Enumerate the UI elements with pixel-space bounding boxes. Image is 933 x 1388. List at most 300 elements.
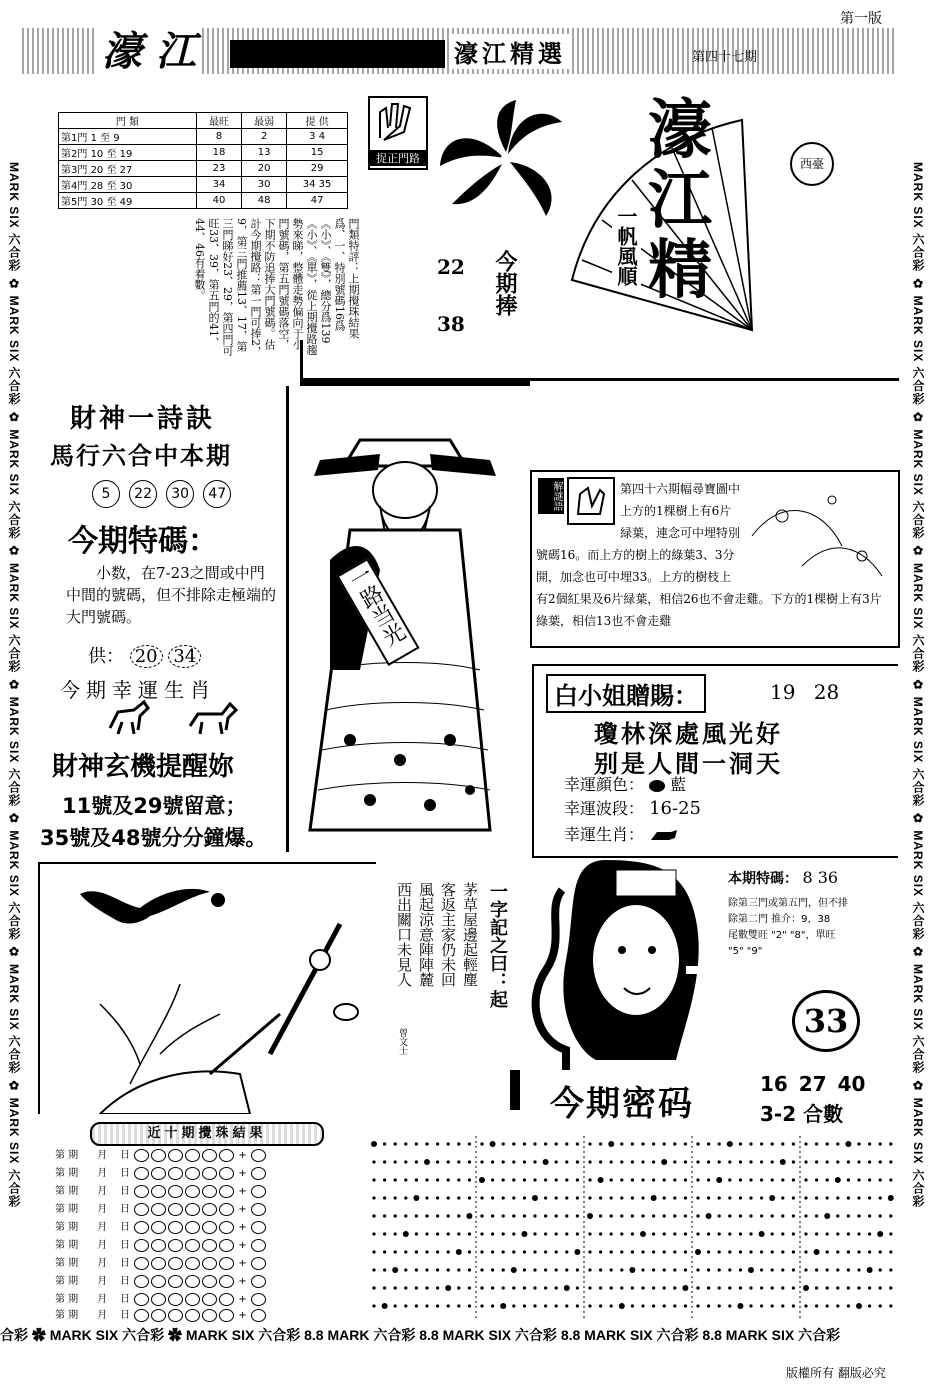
hand-icon — [370, 98, 422, 146]
grid-dot — [857, 1250, 860, 1253]
grid-dot — [415, 1214, 418, 1217]
grid-dot — [641, 1286, 644, 1289]
miss-bai-poem-1: 瓊林深處風光好 — [594, 720, 783, 748]
grid-dot — [792, 1142, 795, 1145]
grid-dot — [877, 1231, 883, 1237]
grid-dot — [641, 1214, 644, 1217]
grid-dot — [404, 1304, 407, 1307]
ball-ring — [134, 1221, 149, 1234]
grid-dot — [684, 1142, 687, 1145]
grid-dot — [588, 1196, 591, 1199]
grid-dot — [599, 1214, 602, 1217]
grid-dot — [436, 1142, 439, 1145]
results-row: 第 期 月 日 + — [55, 1306, 360, 1323]
this-period-label: 今期捧 — [492, 250, 518, 316]
ball-ring — [202, 1221, 217, 1234]
grid-dot — [394, 1178, 397, 1181]
door-min: 2 — [242, 129, 287, 145]
grid-dot — [512, 1232, 515, 1235]
results-row: 第 期 月 日 + — [55, 1254, 360, 1271]
grid-dot — [383, 1232, 386, 1235]
grid-dot — [555, 1160, 558, 1163]
ball-ring — [134, 1257, 149, 1270]
grid-dot — [564, 1285, 570, 1291]
grid-dot — [491, 1250, 494, 1253]
grid-dot — [718, 1142, 721, 1145]
grid-dot — [781, 1250, 784, 1253]
grid-dot — [372, 1232, 375, 1235]
grid-dot — [728, 1214, 731, 1217]
door-max: 8 — [196, 129, 241, 145]
grid-dot — [815, 1304, 818, 1307]
grid-dot — [718, 1232, 721, 1235]
grid-dot — [673, 1214, 676, 1217]
grid-dot — [480, 1214, 483, 1217]
grid-dot — [857, 1160, 860, 1163]
door-range: 28 至 30 — [90, 181, 133, 192]
masthead-banner: 濠江精選 — [450, 34, 570, 69]
door-min: 20 — [242, 161, 287, 177]
grid-dot — [889, 1304, 892, 1307]
grid-dot — [490, 1141, 496, 1147]
grid-dot — [804, 1214, 807, 1217]
grid-dot — [502, 1268, 505, 1271]
door-cell — [59, 161, 197, 177]
grid-dot — [663, 1268, 666, 1271]
grid-dot — [739, 1214, 742, 1217]
grid-dot — [392, 1267, 398, 1273]
ball-ring — [219, 1221, 234, 1234]
grid-dot — [781, 1196, 784, 1199]
grid-dot — [845, 1141, 851, 1147]
grid-dot — [468, 1286, 471, 1289]
painting-panel — [38, 862, 376, 1114]
ball-ring — [185, 1203, 200, 1216]
grid-dot — [879, 1142, 882, 1145]
grid-dot — [663, 1214, 666, 1217]
grid-dot — [457, 1178, 460, 1181]
results-row-label: 第 期 — [55, 1310, 79, 1321]
grid-dot — [836, 1268, 839, 1271]
results-row-day: 日 — [119, 1294, 130, 1305]
grid-dot — [372, 1214, 375, 1217]
special-code-note: "5" "9" — [728, 946, 763, 957]
results-row-month: 月 — [97, 1258, 108, 1269]
grid-dot — [631, 1142, 634, 1145]
grid-dot — [413, 1195, 419, 1201]
results-row-label: 第 期 — [55, 1204, 79, 1215]
grid-dot — [599, 1250, 602, 1253]
reminder-line-1: 11號及29號留意； — [62, 794, 247, 818]
grid-dot — [610, 1286, 613, 1289]
grid-dot — [588, 1250, 591, 1253]
grid-dot — [445, 1285, 451, 1291]
grid-dot — [480, 1304, 483, 1307]
special-code-line — [728, 868, 898, 888]
grid-dot — [792, 1196, 795, 1199]
grid-dot — [576, 1304, 579, 1307]
grid-dot — [760, 1214, 763, 1217]
grid-dot — [533, 1268, 536, 1271]
lucky-color-value: 藍 — [670, 775, 687, 794]
grid-dot — [641, 1196, 644, 1199]
results-row-month: 月 — [97, 1240, 108, 1251]
grid-dot — [610, 1160, 613, 1163]
grid-dot — [826, 1160, 829, 1163]
grid-dot — [383, 1214, 386, 1217]
grid-dot — [415, 1268, 418, 1271]
special-code-numbers: 8 36 — [802, 868, 839, 887]
special-code-panel — [728, 868, 898, 978]
grid-dot — [826, 1304, 829, 1307]
grid-dot — [588, 1232, 591, 1235]
grid-dot — [889, 1232, 892, 1235]
supply-line — [88, 642, 201, 668]
door-max: 34 — [196, 177, 241, 193]
grid-dot — [383, 1160, 386, 1163]
grid-dot — [480, 1142, 483, 1145]
grid-dot — [771, 1250, 774, 1253]
grid-dot — [749, 1196, 752, 1199]
poem-number-ball: 30 — [166, 480, 194, 508]
ball-ring — [219, 1149, 234, 1162]
grid-dot — [544, 1304, 547, 1307]
grid-dot — [868, 1196, 871, 1199]
grid-dot — [857, 1142, 860, 1145]
door-commentary: 門類特評：上期攪珠結果爲、一、特別號碼16爲《小》、《雙》，總分爲139《小》、《單》，從上期攪路趨勢來睇，整體走勢偏向于小門號碼，第五門號碼落空，下期不防追捧大門號碼。估計今期攪路：第一門可捧2，9，第三門推薦13、17，第三門睇好23、29，第四門可旺33、39，第五門的41、44、46有着數。 — [193, 218, 360, 357]
grid-dot — [502, 1250, 505, 1253]
grid-dot — [815, 1178, 818, 1181]
door-table-header — [59, 113, 348, 129]
grid-dot — [629, 1267, 635, 1273]
grid-dot — [394, 1232, 397, 1235]
results-row-day: 日 — [119, 1222, 130, 1233]
grid-dot — [565, 1304, 568, 1307]
grid-dot — [372, 1178, 375, 1181]
grid-dot — [727, 1141, 733, 1147]
copyright: 版權所有 翻版必究 — [786, 1366, 886, 1380]
grid-dot — [696, 1232, 699, 1235]
grid-dot — [641, 1268, 644, 1271]
grid-dot — [826, 1250, 829, 1253]
ball-ring — [168, 1203, 183, 1216]
grid-dot — [631, 1160, 634, 1163]
grid-dot — [771, 1268, 774, 1271]
grid-dot — [523, 1214, 526, 1217]
grid-dot — [383, 1196, 386, 1199]
ball-ring — [151, 1149, 166, 1162]
grid-dot — [620, 1232, 623, 1235]
grid-dot — [565, 1160, 568, 1163]
grid-dot — [780, 1159, 786, 1165]
ball-ring — [202, 1309, 217, 1322]
grid-dot — [404, 1214, 407, 1217]
grid-dot — [491, 1214, 494, 1217]
grid-dot — [544, 1268, 547, 1271]
big-number: 33 — [792, 990, 860, 1052]
grid-dot — [383, 1268, 386, 1271]
grid-dot — [826, 1268, 829, 1271]
grid-dot — [728, 1286, 731, 1289]
grid-dot — [718, 1304, 721, 1307]
grid-dot — [889, 1142, 892, 1145]
grid-dot — [415, 1304, 418, 1307]
grid-dot — [447, 1142, 450, 1145]
miss-bai-poem-2: 别是人間一洞天 — [594, 750, 783, 778]
grid-dot — [888, 1195, 894, 1201]
grid-dot — [491, 1304, 494, 1307]
grid-dot — [673, 1178, 676, 1181]
ball-ring — [134, 1239, 149, 1252]
grid-dot — [555, 1214, 558, 1217]
grid-dot — [404, 1178, 407, 1181]
grid-dot — [574, 1249, 580, 1255]
grid-dot — [707, 1232, 710, 1235]
grid-dot — [457, 1268, 460, 1271]
grid-dot — [457, 1304, 460, 1307]
ball-ring — [219, 1309, 234, 1322]
ball-ring — [251, 1257, 266, 1270]
ball-ring — [168, 1221, 183, 1234]
results-row-month: 月 — [97, 1186, 108, 1197]
grid-dot — [599, 1268, 602, 1271]
grid-dot — [599, 1232, 602, 1235]
grid-dot — [394, 1160, 397, 1163]
results-row-month: 月 — [97, 1150, 108, 1161]
grid-dot — [608, 1141, 614, 1147]
reminder-title: 財神玄機提醒妳 — [52, 752, 235, 782]
grid-dot — [415, 1178, 418, 1181]
door-max: 18 — [196, 145, 241, 161]
grid-dot — [394, 1286, 397, 1289]
grid-dot — [836, 1286, 839, 1289]
grid-dot — [760, 1250, 763, 1253]
grid-dot — [739, 1268, 742, 1271]
grid-dot — [599, 1196, 602, 1199]
grid-dot — [599, 1160, 602, 1163]
grid-dot — [673, 1304, 676, 1307]
one-word-title: 一字記之曰：起 — [487, 882, 508, 1008]
this-period-number-1: 22 — [437, 255, 465, 279]
results-row: 第 期 月 日 + — [55, 1218, 360, 1235]
grid-dot — [533, 1286, 536, 1289]
grid-dot — [576, 1286, 579, 1289]
grid-dot — [879, 1250, 882, 1253]
grid-dot — [684, 1196, 687, 1199]
grid-dot — [748, 1267, 754, 1273]
special-title: 今期特碼： — [68, 524, 218, 559]
ball-ring — [185, 1293, 200, 1306]
door-min: 13 — [242, 145, 287, 161]
grid-dot — [610, 1178, 613, 1181]
grid-dot — [792, 1232, 795, 1235]
special-code-note: 除第二門 推介：9，38 — [728, 914, 831, 925]
grid-dot — [749, 1286, 752, 1289]
miss-bai-title: 白小姐贈賜： — [546, 674, 706, 713]
grid-dot — [372, 1304, 375, 1307]
grid-dot — [652, 1160, 655, 1163]
grid-dot — [404, 1268, 407, 1271]
ball-ring — [251, 1221, 266, 1234]
grid-dot — [781, 1268, 784, 1271]
grid-dot — [718, 1268, 721, 1271]
grid-dot — [631, 1286, 634, 1289]
grid-dot — [533, 1304, 536, 1307]
door-name: 第5門 — [61, 197, 88, 208]
grid-dot — [804, 1142, 807, 1145]
grid-dot — [684, 1232, 687, 1235]
grid-dot — [804, 1178, 807, 1181]
grid-dot — [879, 1304, 882, 1307]
grid-dot — [760, 1304, 763, 1307]
ball-ring — [134, 1185, 149, 1198]
grid-dot — [739, 1286, 742, 1289]
secret-code-label: 今期密码 — [550, 1084, 694, 1124]
grid-dot — [491, 1286, 494, 1289]
grid-dot — [814, 1249, 820, 1255]
door-name: 第4門 — [61, 181, 88, 192]
grid-dot — [847, 1214, 850, 1217]
grid-dot — [502, 1286, 505, 1289]
grid-dot — [696, 1286, 699, 1289]
grid-dot — [836, 1304, 839, 1307]
results-row: 第 期 月 日 + — [55, 1272, 360, 1289]
door-cell — [59, 129, 197, 145]
grid-dot — [620, 1142, 623, 1145]
grid-dot — [533, 1178, 536, 1181]
bauhinia-emblem — [432, 96, 582, 226]
grid-dot — [760, 1286, 763, 1289]
grid-dot — [673, 1142, 676, 1145]
grid-dot — [372, 1196, 375, 1199]
grid-dot — [436, 1286, 439, 1289]
grid-dot — [382, 1303, 388, 1309]
ball-ring — [202, 1203, 217, 1216]
grid-dot — [466, 1213, 472, 1219]
grid-dot — [468, 1232, 471, 1235]
grid-dot — [641, 1304, 644, 1307]
ball-ring — [134, 1203, 149, 1216]
grid-dot — [457, 1160, 460, 1163]
grid-dot — [555, 1304, 558, 1307]
logo-slogan: 一帆風順 — [612, 206, 641, 286]
grid-dot — [576, 1232, 579, 1235]
grid-dot — [652, 1214, 655, 1217]
grid-dot — [383, 1178, 386, 1181]
grid-dot — [771, 1160, 774, 1163]
grid-dot — [404, 1160, 407, 1163]
grid-dot — [491, 1196, 494, 1199]
grid-dot — [857, 1178, 860, 1181]
grid-dot — [523, 1286, 526, 1289]
door-min: 48 — [242, 193, 287, 209]
grid-dot — [728, 1178, 731, 1181]
grid-dot — [588, 1304, 591, 1307]
grid-dot — [718, 1160, 721, 1163]
grid-dot — [673, 1160, 676, 1163]
grid-dot — [425, 1268, 428, 1271]
ball-ring — [219, 1203, 234, 1216]
grid-dot — [491, 1160, 494, 1163]
grid-dot — [425, 1214, 428, 1217]
door-offer: 29 — [287, 161, 348, 177]
door-table-header-cell: 提 供 — [287, 113, 348, 129]
ball-ring — [151, 1275, 166, 1288]
grid-dot — [565, 1214, 568, 1217]
ball-ring — [134, 1149, 149, 1162]
special-code-label: 本期特碼： — [728, 871, 798, 887]
ball-ring — [151, 1221, 166, 1234]
ball-ring — [251, 1239, 266, 1252]
decor-bar — [510, 1070, 520, 1110]
grid-dot — [835, 1177, 841, 1183]
grid-dot — [555, 1196, 558, 1199]
grid-dot — [792, 1304, 795, 1307]
grid-dot — [771, 1142, 774, 1145]
grid-dot — [652, 1286, 655, 1289]
grid-dot — [457, 1232, 460, 1235]
grid-dot — [631, 1178, 634, 1181]
right-side-strip: MARK SIX 六合彩 ✿ MARK SIX 六合彩 ✿ MARK SIX 六合彩 ✿ MARK SIX 六合彩 ✿ MARK SIX 六合彩 ✿ MARK SIX 六合彩 ✿ MARK SIX 六合彩 ✿ MARK SIX 六合彩 — [911, 162, 925, 1208]
results-row-label: 第 期 — [55, 1276, 79, 1287]
ball-ring — [219, 1239, 234, 1252]
grid-dot — [512, 1178, 515, 1181]
grid-dot — [696, 1142, 699, 1145]
grid-dot — [651, 1195, 657, 1201]
ball-ring — [219, 1185, 234, 1198]
special-code-notes — [728, 896, 898, 960]
grid-dot — [620, 1286, 623, 1289]
puzzle-badge: 解謎語 — [538, 478, 564, 514]
grid-dot — [716, 1177, 722, 1183]
grid-dot — [565, 1178, 568, 1181]
ball-ring — [219, 1275, 234, 1288]
grid-dot — [868, 1160, 871, 1163]
grid-dot — [447, 1196, 450, 1199]
grid-dot — [468, 1160, 471, 1163]
grid-dot — [565, 1250, 568, 1253]
ball-ring — [134, 1293, 149, 1306]
results-row: 第 期 月 日 + — [55, 1236, 360, 1253]
grid-dot — [436, 1214, 439, 1217]
grid-dot — [610, 1232, 613, 1235]
grid-dot — [641, 1250, 644, 1253]
grid-dot — [663, 1304, 666, 1307]
grid-dot — [544, 1196, 547, 1199]
grid-dot — [565, 1268, 568, 1271]
grid-dot — [502, 1214, 505, 1217]
results-row-label: 第 期 — [55, 1150, 79, 1161]
grid-dot — [631, 1196, 634, 1199]
grid-dot — [415, 1232, 418, 1235]
grid-dot — [620, 1178, 623, 1181]
grid-dot — [457, 1196, 460, 1199]
grid-dot — [673, 1268, 676, 1271]
grid-dot — [684, 1250, 687, 1253]
grid-dot — [523, 1178, 526, 1181]
grid-dot — [804, 1196, 807, 1199]
grid-dot — [576, 1160, 579, 1163]
grid-dot — [847, 1250, 850, 1253]
grid-dot — [404, 1142, 407, 1145]
grid-dot — [804, 1160, 807, 1163]
grid-dot — [641, 1142, 644, 1145]
grid-dot — [771, 1304, 774, 1307]
grid-dot — [479, 1177, 485, 1183]
grid-dot — [760, 1160, 763, 1163]
grid-dot — [868, 1250, 871, 1253]
grid-dot — [868, 1142, 871, 1145]
